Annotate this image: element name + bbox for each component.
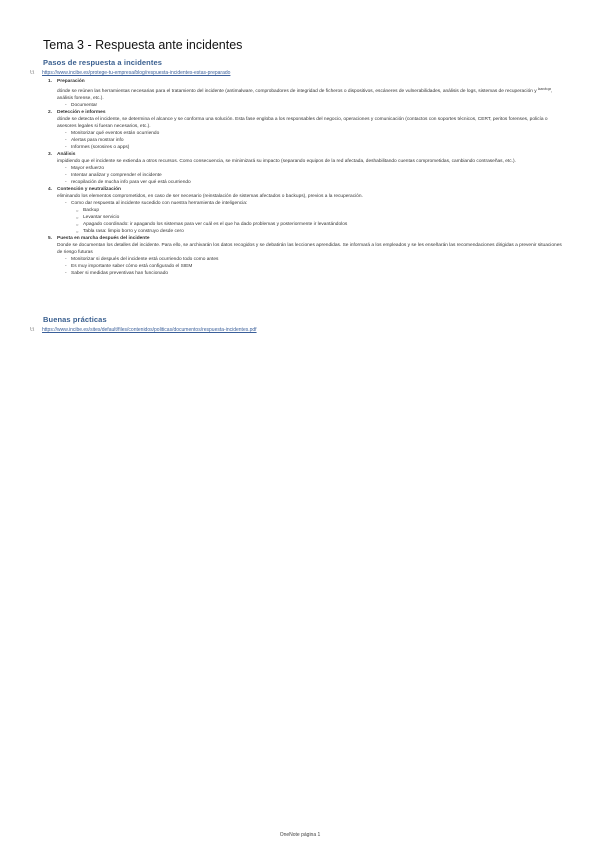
incibe-pdf-link[interactable]: https://www.incibe.es/sites/default/files/contenidos/politicas/documentos/respuesta-incidentes.pdf — [42, 327, 257, 333]
step-contencion — [43, 186, 568, 235]
list-item: - Alertas para mostrar info — [65, 138, 124, 143]
steps-list — [43, 78, 568, 277]
link-row-pasos — [30, 70, 230, 76]
step-number: 3. — [48, 152, 53, 157]
backup-superscript: backup — [538, 86, 551, 91]
list-item: - Intentar analizar y comprender el incidente — [65, 173, 162, 178]
section-heading-buenas-practicas: Buenas prácticas — [43, 315, 107, 324]
sub-list-item: ○ Backup — [76, 208, 99, 213]
list-item: - Es muy importante saber cómo está configurado el SIEM — [65, 264, 193, 269]
page-title: Tema 3 - Respuesta ante incidentes — [43, 38, 243, 52]
step-text: impidiendo que el incidente se extienda a otros recursos. Como consecuencia, se minimizará su impacto (separando equipos de la red afectada, deshabilitando cuentas comprometidas, cambiando contraseñas, etc.). — [57, 159, 516, 164]
step-title: Detección e informes — [57, 110, 106, 115]
list-item: - Como dar respuesta al incidente sucedido con nuestra herramienta de inteligencia: — [65, 201, 248, 206]
list-item: - Monitorizar qué eventos están ocurriendo — [65, 131, 160, 136]
link-marker-icon: \:\ — [30, 70, 35, 76]
step-puesta-en-marcha — [43, 235, 568, 277]
sub-list-item: ○ Tabla rasa: limpio borro y construyo desde cero — [76, 229, 184, 234]
step-title: Preparación — [57, 79, 85, 84]
step-text: Donde se documentan los detalles del incidente. Para ello, se archivarán los datos recogidos y se debatirán las lecciones aprendidas. Se informará a los empleados y se les enseñarán las recomendaciones dirigidas a prevenir situaciones de riesgo futuras — [57, 243, 562, 255]
sub-list-item: ○ Levantar servicio — [76, 215, 120, 220]
list-item: - Saber si medidas preventivas han funcionado — [65, 271, 169, 276]
step-preparacion — [43, 78, 568, 109]
step-text: dónde se reúnen las herramientas necesarias para el tratamiento del incidente (antimalware, comprobadores de integridad de ficheros o dispositivos, escáneres de vulnerabilidades, análisis de logs, sistemas de recuperación y $^{backup}$, análisis forense, etc.). — [57, 86, 553, 101]
list-item: - Monitorizar si después del incidente está ocurriendo todo como antes — [65, 257, 219, 262]
step-title: Análisis — [57, 152, 76, 157]
sub-list-item: ○ Apagado coordinado: ir apagando los sistemas para ver cuál es el que ha dado problemas y posteriormente ir levantándolos — [76, 222, 348, 227]
step-number: 2. — [48, 110, 53, 115]
step-number: 1. — [48, 79, 53, 84]
link-marker-icon: \:\ — [30, 327, 35, 333]
incibe-blog-link[interactable]: https://www.incibe.es/protege-tu-empresa/blog/respuesta-incidentes-estas-preparado — [42, 70, 231, 76]
step-number: 5. — [48, 236, 53, 241]
link-row-buenas-practicas — [30, 327, 257, 333]
step-text: dónde se detecta el incidente, se determina el alcance y se conforma una solución. Esta fase engloba a los responsables del negocio, operaciones y comunicación (contactos con soportes técnicos, CERT, peritos forenses, policía o asesores legales si fueran necesarios, etc.). — [57, 117, 548, 129]
list-item: - Mayor esfuerzo — [65, 166, 105, 171]
list-item: - Documentar — [65, 103, 98, 108]
step-text: eliminando los elementos comprometidos, en caso de ser necesario (reinstalación de sistemas afectados o backups), previos a la recuperación. — [57, 194, 363, 199]
step-number: 4. — [48, 187, 53, 192]
step-title: Puesta en marcha después del incidente — [57, 236, 150, 241]
page-footer: OneNote página 1 — [279, 832, 321, 838]
list-item: - Informes (sorosires o apps) — [65, 145, 130, 150]
list-item: - recopilación de mucha info para ver qué está ocurriendo — [65, 180, 191, 185]
step-analisis — [43, 151, 568, 186]
step-deteccion — [43, 109, 568, 151]
step-title: Contención y neutralización — [57, 187, 121, 192]
section-heading-pasos: Pasos de respuesta a incidentes — [43, 58, 162, 67]
